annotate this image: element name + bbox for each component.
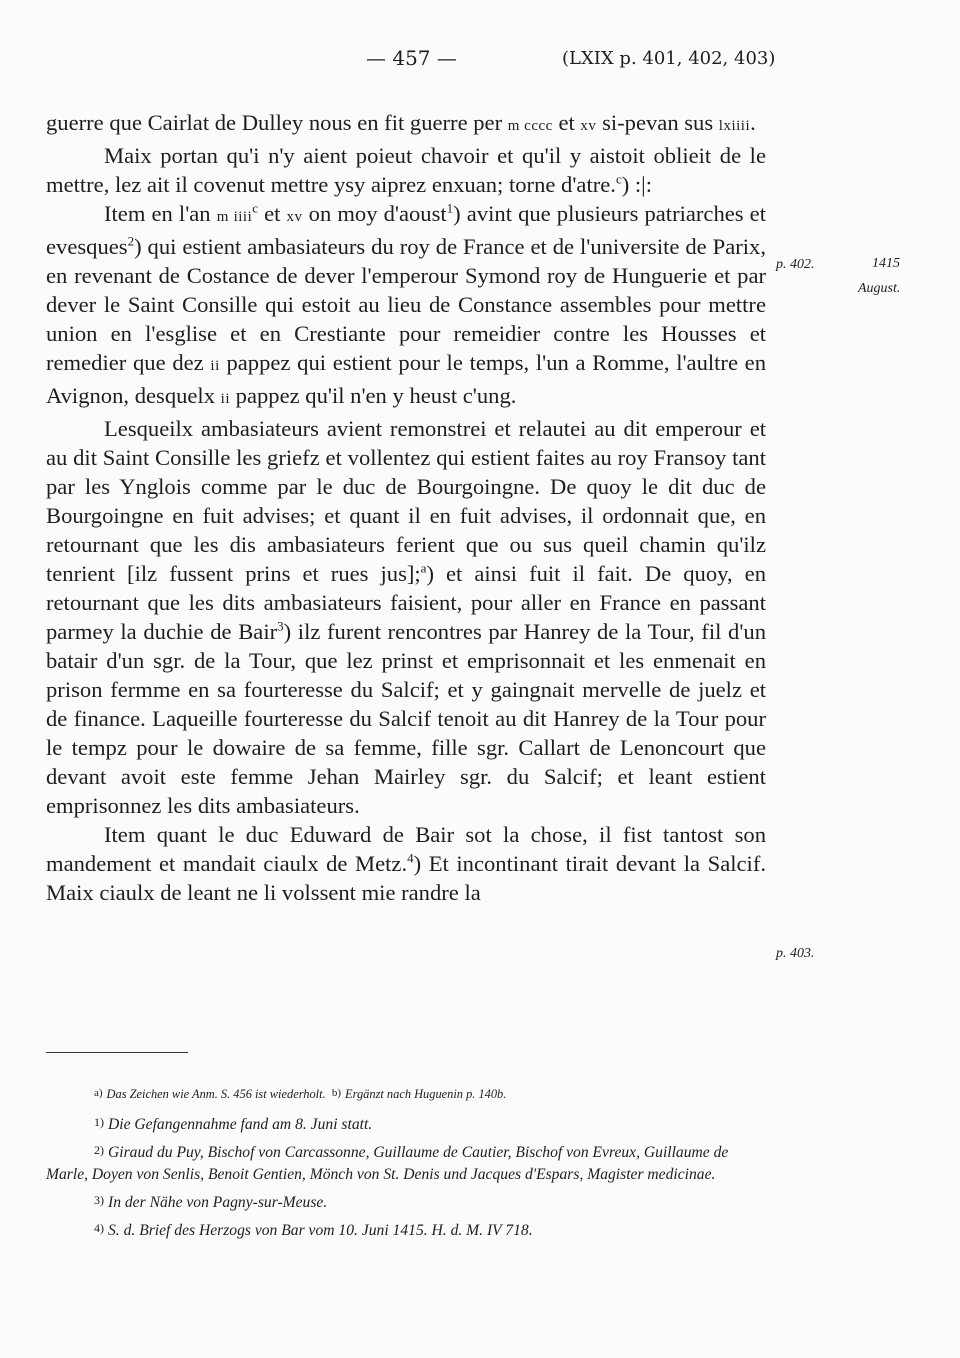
paragraph-2: Maix portan qu'i n'y aient poieut chavoir et qu'il y aistoit oblieit de le mettre, lez ait il covenut mettre ysy aiprez enxuan; torne d'atre.$^c$) :|: — [46, 143, 766, 197]
margin-month: August. — [858, 281, 901, 296]
margin-year: 1415 — [872, 256, 900, 271]
footnotes — [46, 1082, 760, 1245]
footnote-divider — [46, 1052, 188, 1053]
note-ref-1: 1 — [446, 200, 454, 216]
main-text — [46, 108, 766, 907]
footnote-4: 4) S. d. Brief des Herzogs von Bar vom 10. Juni 1415. H. d. M. IV 718. — [94, 1221, 533, 1239]
page-header — [0, 46, 960, 76]
note-ref-3: 3 — [277, 618, 284, 634]
paragraph-5: Item quant le duc Eduward de Bair sot la chose, il fist tantost son mandement et mandait ciaulx de Metz.$^4$) Et incontinant tirait devant la Salcif. Maix ciaulx de leant ne li volssent mie randre la — [46, 822, 766, 905]
footnote-1: 1) Die Gefangennahme fand am 8. Juni statt. — [94, 1115, 373, 1133]
note-ref-c: c — [615, 171, 622, 187]
margin-page-ref-402: p. 402. — [776, 257, 815, 272]
footnote-2: 2) Giraud du Puy, Bischof von Carcassonne, Guillaume de Cautier, Bischof von Evreux, Guillaume de Marle, Doyen von Senlis, Benoit Gentien, Mönch von St. Denis und Jacques d'Espars, Magister medicinae. — [46, 1143, 729, 1183]
page-number: — 457 — — [366, 46, 457, 70]
note-ref-2: 2 — [127, 233, 135, 249]
footnote-3: 3) In der Nähe von Pagny-sur-Meuse. — [94, 1193, 328, 1211]
paragraph-3: Item en l'an m iiii$^c$ et xv on moy d'aoust$^1$) avint que plusieurs patriarches et evesques$^2$) qui estient ambasiateurs du roy de France et de l'universite de Parix, en revenant de Costance de dever l'emperour Symond roy de Hunguerie et par dever le Saint Consille qui estoit au lieu de Constance assembles pour mettre union en l'esglise et en Crestiante pour remeidier contre les Housses et remedier que dez ii pappez qui estient pour le temps, l'un a Romme, l'aultre en Avignon, desquelx ii pappez qu'il n'en y heust c'ung. — [46, 200, 767, 408]
paragraph-1: guerre que Cairlat de Dulley nous en fit guerre per m cccc et xv si-pevan sus lxiiii. — [46, 110, 756, 135]
paragraph-4: Lesqueilx ambasiateurs avient remonstrei et relautei au dit emperour et au dit Saint Consille les griefz et vollentez qui estient faites au roy Fransoy tant par les Ynglois comme par le duc de Bourgoingne. De quoy le dit duc de Bourgoingne en fuit advises; et quant il en fuit advises, il ordonnait que, en retournant que les dis ambasiateurs ferient que ou sus queil chamin qu'ilz tenrient [ilz fussent prins et rues jus];$^a$) et ainsi fuit il fait. De quoy, en retournant que les dits ambasiateurs faisient, pour aller en France en passant parmey la duchie de Bair$^3$) ilz furent rencontres par Hanrey de la Tour, fil d'un batair d'un sgr. de la Tour, que lez prinst et emprisonnait et les enmenait en prison fermme en sa fourteresse du Salcif; et y gaingnait mervelle de juelz et de finance. Laqueille fourteresse du Salcif tenoit au dit Hanrey de la Tour pour le tempz pour le dowaire de sa femme, fille sgr. Callart de Lenoncourt que devant avoit este femme Jehan Mairley sgr. du Salcif; et leant estient emprisonnez les dits ambasiateurs. — [46, 416, 766, 818]
source-reference: (LXIX p. 401, 402, 403) — [562, 48, 776, 69]
note-ref-4: 4 — [407, 850, 414, 866]
footnote-a-b: a) Das Zeichen wie Anm. S. 456 ist wiederholt. b) Ergänzt nach Huguenin p. 140b. — [94, 1087, 507, 1101]
note-ref-a: a — [420, 560, 427, 576]
margin-page-ref-403: p. 403. — [776, 946, 815, 961]
